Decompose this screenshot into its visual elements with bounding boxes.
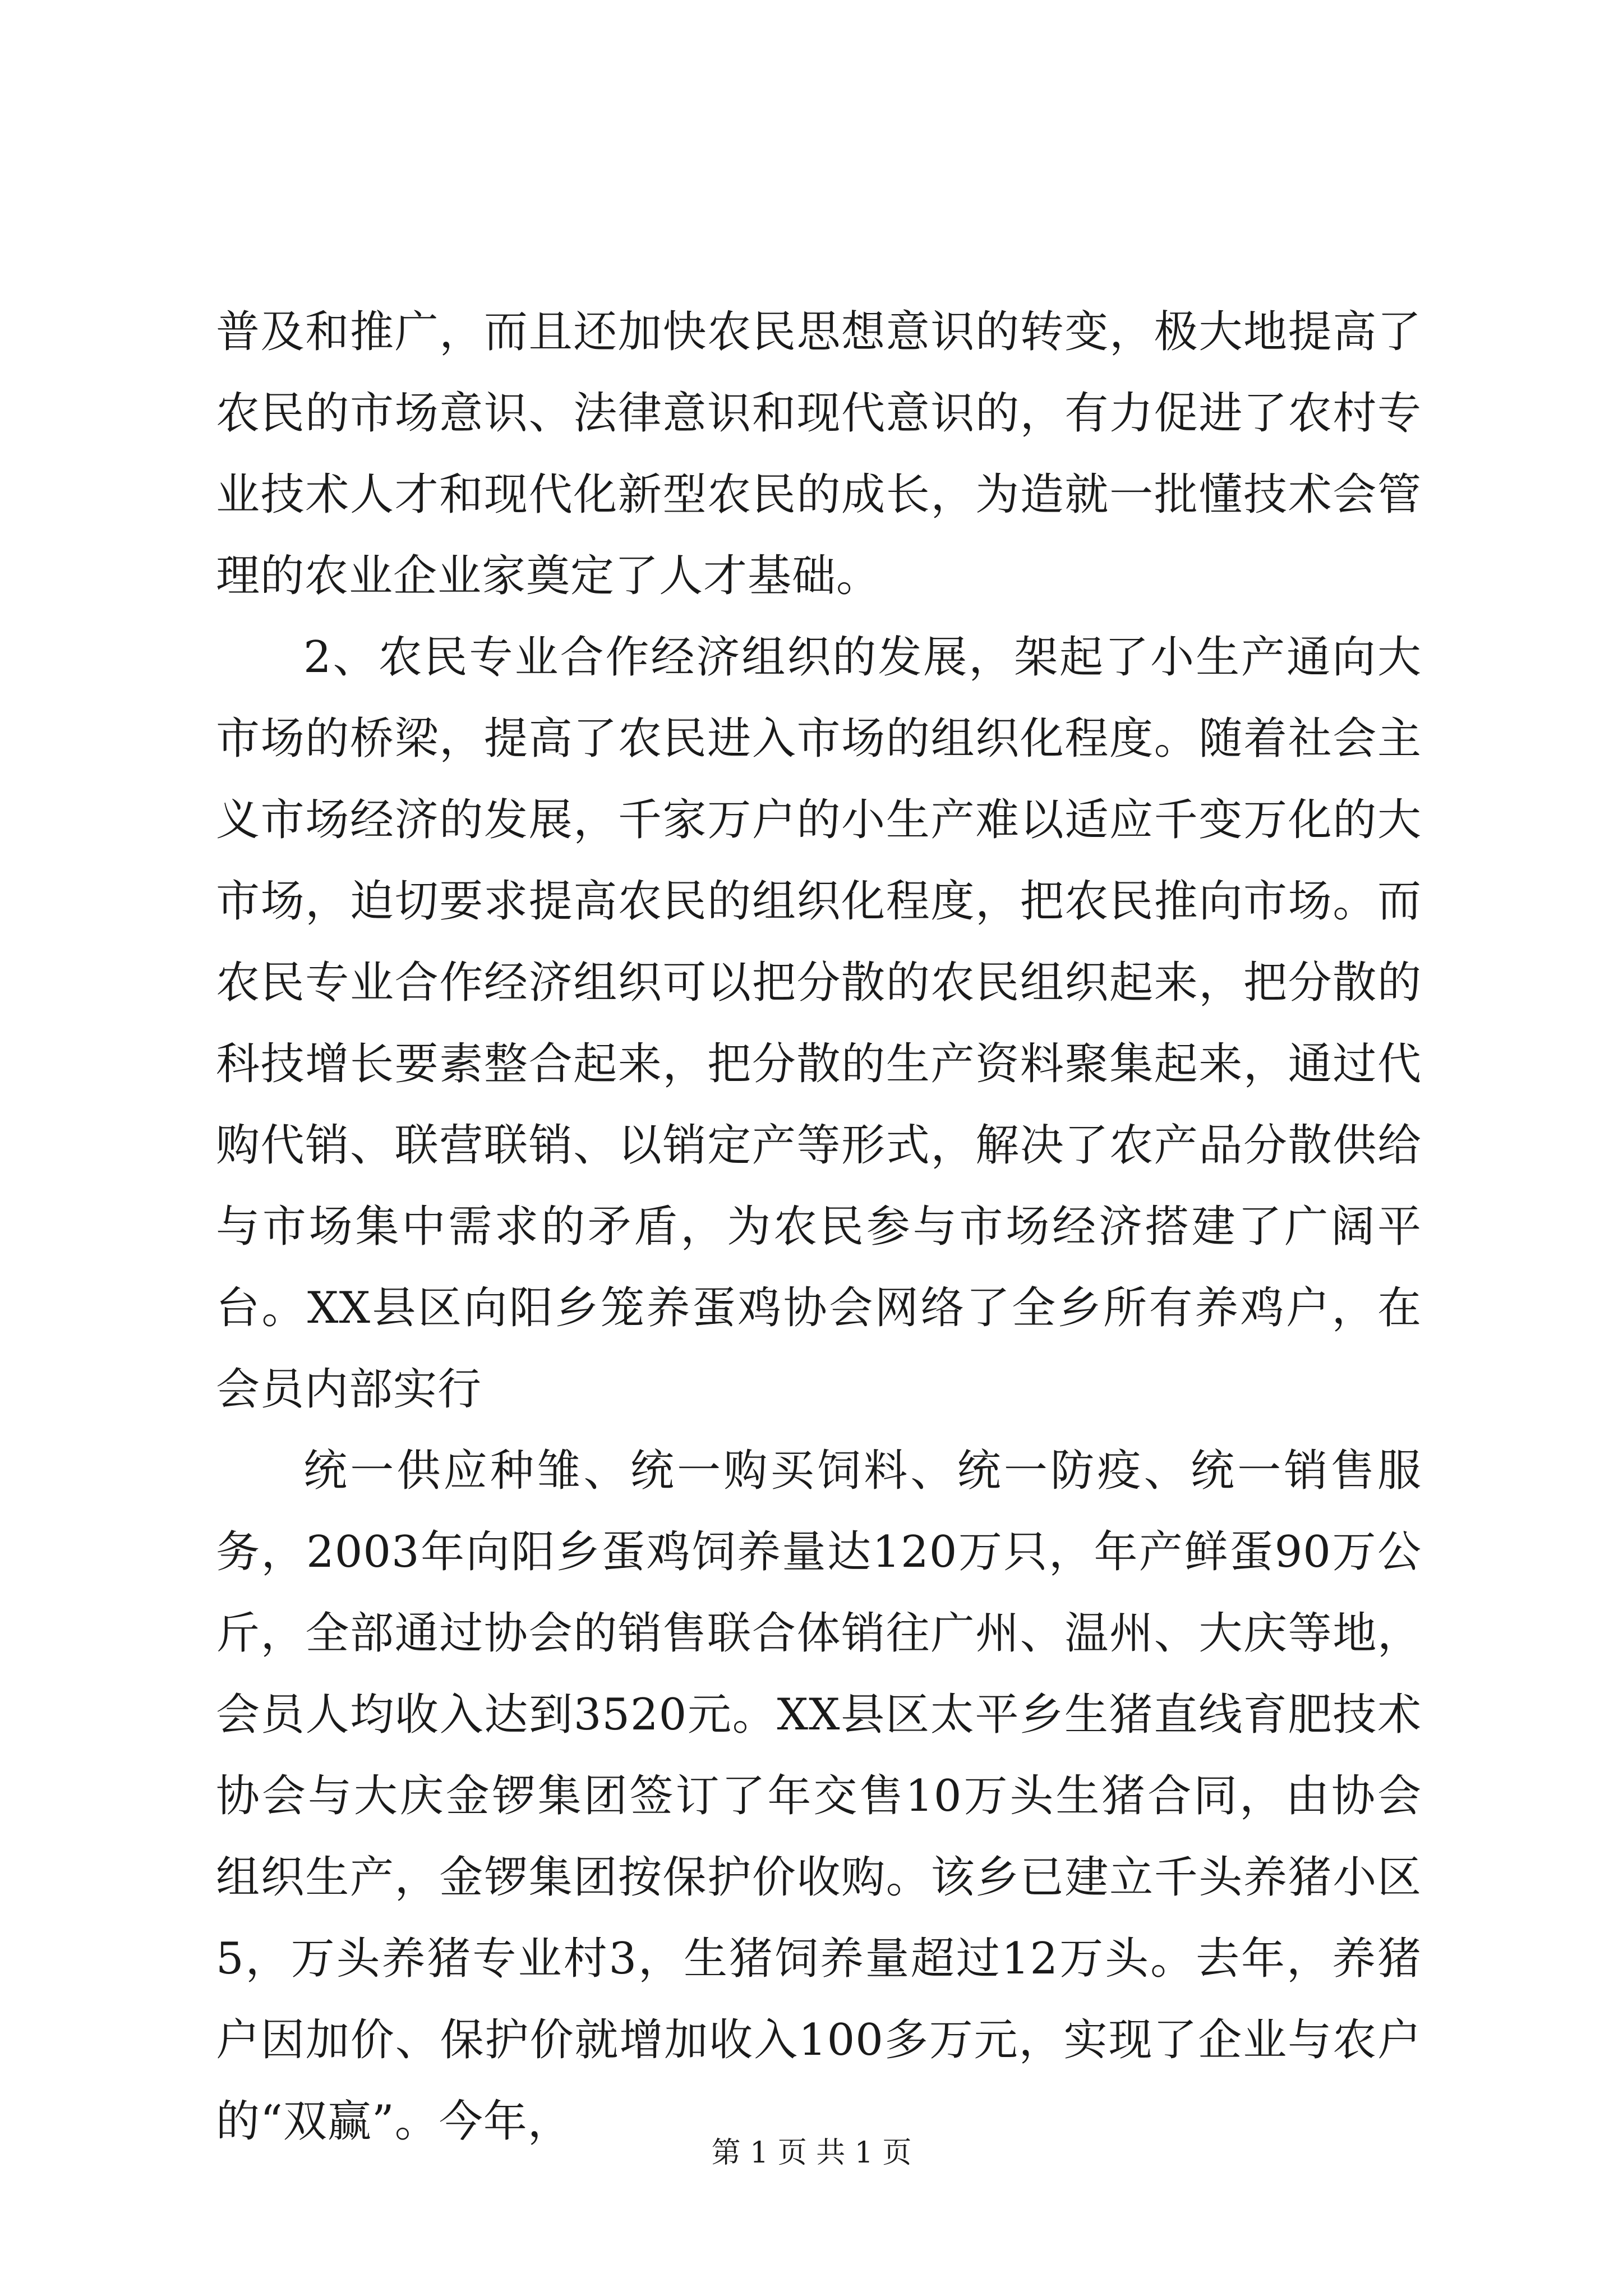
page-footer: 第 1 页 共 1 页: [711, 2136, 912, 2170]
paragraph-1: 普及和推广，而且还加快农民思想意识的转变，极大地提高了农民的市场意识、法律意识和现代意识的，有力促进了农村专业技术人才和现代化新型农民的成长，为造就一批懂技术会管理的农业企业家奠定了人才基础。: [216, 307, 1422, 601]
paragraph-3: 统一供应种雏、统一购买饲料、统一防疫、统一销售服务，2003年向阳乡蛋鸡饲养量达120万只，年产鲜蛋90万公斤，全部通过协会的销售联合体销往广州、温州、大庆等地，会员人均收入达到3520元。XX县区太平乡生猪直线育肥技术协会与大庆金锣集团签订了年交售10万头生猪合同，由协会组织生产，金锣集团按保护价收购。该乡已建立千头养猪小区5，万头养猪专业村3，生猪饲养量超过12万头。去年，养猪户因加价、保护价就增加收入100多万元，实现了企业与农户的“双赢”。今年，: [216, 1446, 1422, 2147]
document-body: [216, 292, 1422, 2162]
paragraph-2: 2、农民专业合作经济组织的发展，架起了小生产通向大市场的桥梁，提高了农民进入市场的组织化程度。随着社会主义市场经济的发展，千家万户的小生产难以适应千变万化的大市场，迫切要求提高农民的组织化程度，把农民推向市场。而农民专业合作经济组织可以把分散的农民组织起来，把分散的科技增长要素整合起来，把分散的生产资料聚集起来，通过代购代销、联营联销、以销定产等形式，解决了农产品分散供给与市场集中需求的矛盾，为农民参与市场经济搭建了广阔平台。XX县区向阳乡笼养蛋鸡协会网络了全乡所有养鸡户，在会员内部实行: [216, 632, 1422, 1415]
